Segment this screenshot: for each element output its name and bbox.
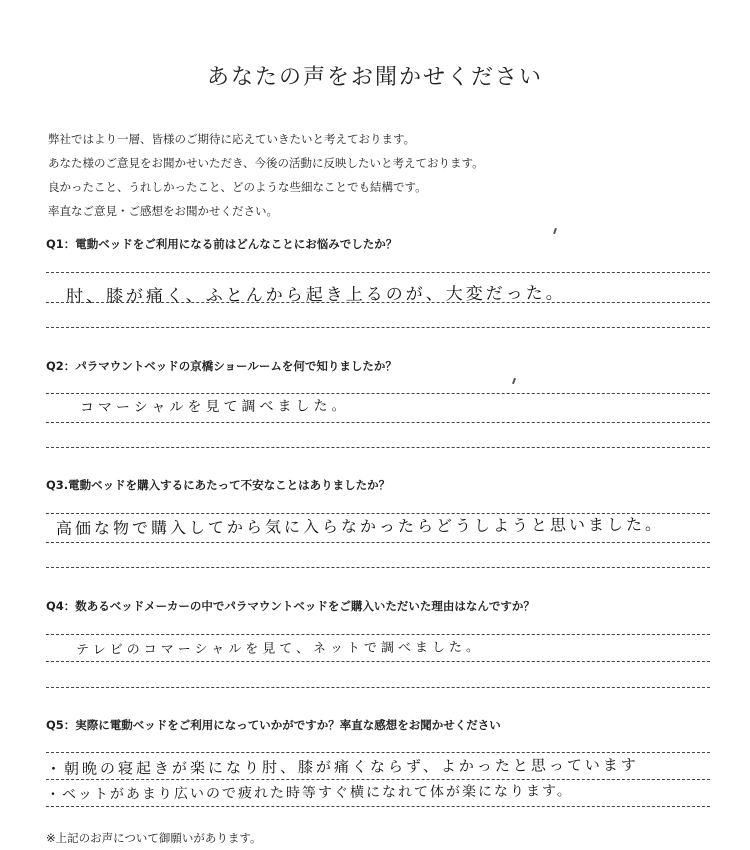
intro-line: 弊社ではより一層、皆様のご期待に応えていきたいと考えております。 xyxy=(48,132,416,146)
answer-line xyxy=(46,567,710,568)
question-3: Q3.電動ベッドを購入するにあたって不安なことはありましたか？ xyxy=(46,478,391,492)
answer-3: 高価な物で購入してから気に入らなかったらどうしようと思いました。 xyxy=(55,514,665,538)
answer-line xyxy=(46,393,710,394)
page-title: あなたの声をお聞かせください xyxy=(206,65,543,90)
answer-line xyxy=(46,806,710,807)
answer-line xyxy=(46,661,710,662)
answer-line xyxy=(46,542,710,543)
answer-5-line-1: ・朝晩の寝起きが楽になり肘、膝が痛くならず、よかったと思っています xyxy=(45,755,639,778)
answer-line xyxy=(46,327,710,328)
answer-line xyxy=(46,302,710,303)
intro-line: 率直なご意見・ご感想をお聞かせください。 xyxy=(48,204,278,218)
answer-line xyxy=(46,752,710,753)
answer-line xyxy=(46,779,710,780)
answer-line xyxy=(46,422,710,423)
answer-line xyxy=(46,272,710,273)
answer-line xyxy=(46,687,710,688)
answer-1: 肘、膝が痛く、ふとんから起き上るのが、大変だった。 xyxy=(65,283,566,307)
question-4: Q4：数あるベッドメーカーの中でパラマウントベッドをご購入いただいた理由はなんですか？ xyxy=(46,599,535,613)
answer-2: コマーシャルを見て調べました。 xyxy=(79,398,350,416)
question-5: Q5：実際に電動ベッドをご利用になっていかがですか？率直な感想をお聞かせください xyxy=(46,718,501,732)
answer-line xyxy=(46,634,710,635)
answer-5-line-2: ・ベットがあまり広いので疲れた時等すぐ横になれて体が楽になります。 xyxy=(45,783,573,803)
scan-speck xyxy=(512,378,516,384)
scan-speck xyxy=(553,228,557,234)
answer-line xyxy=(46,447,710,448)
intro-line: あなた様のご意見をお聞かせいただき、今後の活動に反映したいと考えております。 xyxy=(48,156,484,170)
question-1: Q1：電動ベッドをご利用になる前はどんなことにお悩みでしたか？ xyxy=(46,237,398,251)
footer-note: ※上記のお声について御願いがあります。 xyxy=(46,831,262,845)
intro-text xyxy=(48,127,708,223)
question-2: Q2：パラマウントベッドの京橋ショールームを何で知りましたか？ xyxy=(46,359,397,373)
answer-4: テレビのコマーシャルを見て、ネットで調べました。 xyxy=(75,640,484,658)
intro-line: 良かったこと、うれしかったこと、どのような些細なことでも結構です。 xyxy=(48,180,427,194)
